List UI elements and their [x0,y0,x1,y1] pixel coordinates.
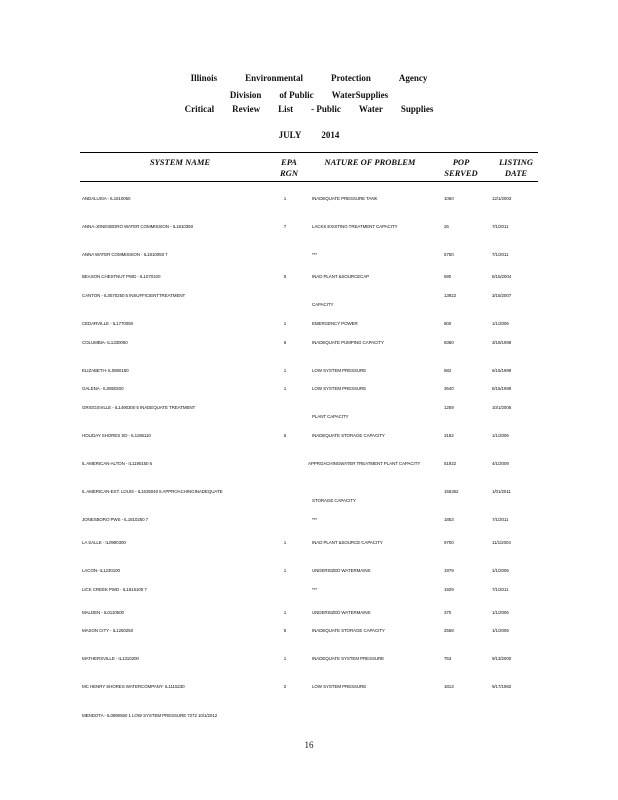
header-rule-top [80,152,538,153]
epa-region: 1 [283,540,287,545]
column-header-pop [436,157,486,179]
system-name: MASON CITY - IL1250250 [82,628,133,633]
epa-region: 7 [283,224,287,229]
problem-nature: *** [312,252,317,257]
listing-date: 6/15/2004 [492,274,512,279]
system-name: MATHERSVILLE - IL1310200 [82,656,139,661]
listing-date: 7/1/2011 [492,252,509,257]
page-number: 16 [304,740,314,750]
system-name: CANTON - IL0570250 5 INSUFFICIENTTREATMENT [82,293,186,298]
epa-region: 6 [283,433,287,438]
population-served: 1813 [444,684,454,689]
population-served: 1929 [444,587,454,592]
listing-date: 6/15/1999 [492,386,512,391]
population-served: 13922 [444,293,457,298]
epa-region: 5 [283,274,287,279]
listing-date: 6/15/1999 [492,368,512,373]
problem-nature: *** [312,517,317,522]
epa-region: 6 [283,340,287,345]
population-served: 26 [444,224,449,229]
title-word: WaterSupplies [331,90,389,100]
epa-region: 5 [283,628,287,633]
problem-nature: PLANT CAPACITY [312,414,349,419]
population-served: 1853 [444,517,454,522]
list-date [0,130,618,140]
listing-date: 1/1/2006 [492,321,509,326]
column-header-listing [488,157,544,179]
problem-nature: APPROACHINGWATER TREATMENT PLANT CAPACITY [308,461,421,466]
system-name: JONESBORO PWS - IL1810250 7 [82,517,149,522]
system-name: ANDALUSIA - IL1610050 [82,196,131,201]
column-label: SYSTEM NAME [149,157,211,167]
system-name: ANNA-JONESBORO WATER COMMISSION - IL1810350 [82,224,193,229]
system-name: IL AMERICAN-EST. LOUIS - IL1635040 6 APPROACHINGINADEQUATE [82,489,223,494]
system-name: ELIZABETH- IL0850150 [82,368,129,373]
system-name: LICK CREEK PWD - IL1815100 7 [82,587,147,592]
listing-date: 4/1/2009 [492,461,509,466]
date-year: 2014 [321,130,340,140]
listing-date: 3/15/2007 [492,293,512,298]
problem-nature: INADEQUATE STORAGE CAPACITY [312,433,385,438]
column-header-epa [272,157,306,179]
population-served: 155352 [444,489,459,494]
title-word: Agency [398,73,428,83]
epa-region: 1 [283,568,287,573]
column-header-nature [310,157,430,168]
title-word: Illinois [190,73,218,83]
problem-nature: INADEQUATE PRESSURE TANK [312,196,378,201]
population-served: 3640 [444,386,454,391]
system-name: BEASON CHESTNUT PWD - IL1070100 [82,274,161,279]
population-served: 690 [444,274,452,279]
population-served: 51922 [444,461,457,466]
agency-title [0,73,618,83]
listing-date: 9/13/2000 [492,656,512,661]
system-name: MENDOTA - IL0990550 1 LOW SYSTEM PRESSURE 7272 10/1/2012 [82,713,218,718]
problem-nature: UNDERSIZED WATERMAINS [312,568,371,573]
listing-date: 3/18/1998 [492,340,512,345]
title-word: List [278,104,294,114]
title-word: Division [229,90,262,100]
problem-nature: INADEQUATE PUMPING CAPACITY [312,340,384,345]
listing-date: 1/01/2011 [492,489,511,494]
column-label: RGN [280,168,298,178]
listing-date: 12/1/2003 [492,196,512,201]
title-word: Supplies [400,104,434,114]
problem-nature: LOW SYSTEM PRESSURE [312,386,367,391]
population-served: 8360 [444,340,454,345]
epa-region: 1 [283,610,287,615]
system-name: GRIGGSVILLE - IL1490300 5 INADEQUATE TREATMENT [82,405,196,410]
population-served: 753 [444,656,452,661]
title-word: Critical [184,104,215,114]
system-name: MC HENRY SHORES WATERCOMPANY- IL1115230 [82,684,185,689]
listing-date: 9/17/1982 [492,684,512,689]
epa-region: 1 [283,386,287,391]
column-label: EPA [281,157,297,167]
problem-nature: INAD PLANT &SOURCE CAPACITY [312,540,383,545]
problem-nature: INADEQUATE STORAGE CAPACITY [312,628,385,633]
population-served: 5750 [444,252,454,257]
title-word: Review [232,104,261,114]
problem-nature: *** [312,587,317,592]
problem-nature: STORAGE CAPACITY [312,498,356,503]
column-label: POP [452,157,470,167]
epa-region: 2 [283,684,287,689]
column-label: LISTING [498,157,533,167]
column-label: SERVED [444,168,478,178]
system-name: HOLIDAY SHORES SD - IL1195110 [82,433,151,438]
population-served: 1259 [444,405,454,410]
header-rule-bottom [80,181,538,182]
title-word: of Public [279,90,314,100]
division-title [0,90,618,100]
system-name: ANNA WATER COMMISSION - IL1810050 7 [82,252,168,257]
listing-date: 1/1/2006 [492,568,509,573]
epa-region: 1 [283,196,287,201]
column-header-system [140,157,220,168]
problem-nature: UNDERSIZED WATERMAINS [312,610,371,615]
date-month: JULY [278,130,302,140]
title-word: - Public [311,104,341,114]
list-title [0,104,618,114]
column-label: DATE [504,168,528,178]
listing-date: 11/1/2004 [492,540,511,545]
listing-date: 7/1/2011 [492,224,509,229]
epa-region: 1 [283,656,287,661]
population-served: 682 [444,368,452,373]
epa-region: 1 [283,321,287,326]
title-word: Environmental [245,73,304,83]
problem-nature: LOW SYSTEM PRESSURE [312,368,367,373]
system-name: LACON- IL1230100 [82,568,120,573]
population-served: 3182 [444,433,454,438]
population-served: 1050 [444,196,454,201]
column-label: NATURE OF PROBLEM [324,157,416,167]
problem-nature: EMERGENCY POWER [312,321,358,326]
problem-nature: INADEQUATE SYSTEM PRESSURE [312,656,385,661]
title-word: Water [358,104,383,114]
listing-date: 7/1/2011 [492,517,509,522]
system-name: LA SALLE - IL0990300 [82,540,126,545]
listing-date: 7/1/2011 [492,587,509,592]
listing-date: 1/1/2006 [492,433,509,438]
population-served: 1979 [444,568,454,573]
problem-nature: LOW SYSTEM PRESSURE [312,684,367,689]
population-served: 370 [444,610,452,615]
system-name: GALENA - IL0850200 [82,386,124,391]
system-name: COLUMBIA- IL1330050 [82,340,128,345]
population-served: 2558 [444,628,454,633]
population-served: 9700 [444,540,454,545]
system-name: MALDEN - IL0110500 [82,610,124,615]
problem-nature: INAD PLANT &SOURCECAP [312,274,370,279]
problem-nature: CAPACITY [312,302,334,307]
system-name: CEDARVILLE - IL1770050 [82,321,134,326]
problem-nature: LACKS EXISTING TREATMENT CAPACITY [312,224,398,229]
listing-date: 1/1/2006 [492,628,509,633]
system-name: IL AMERICAN-ALTON - IL1190150 6 [82,461,153,466]
epa-region: 1 [283,368,287,373]
title-word: Protection [331,73,371,83]
population-served: 800 [444,321,452,326]
listing-date: 1/1/2006 [492,610,509,615]
listing-date: 10/1/2006 [492,405,512,410]
